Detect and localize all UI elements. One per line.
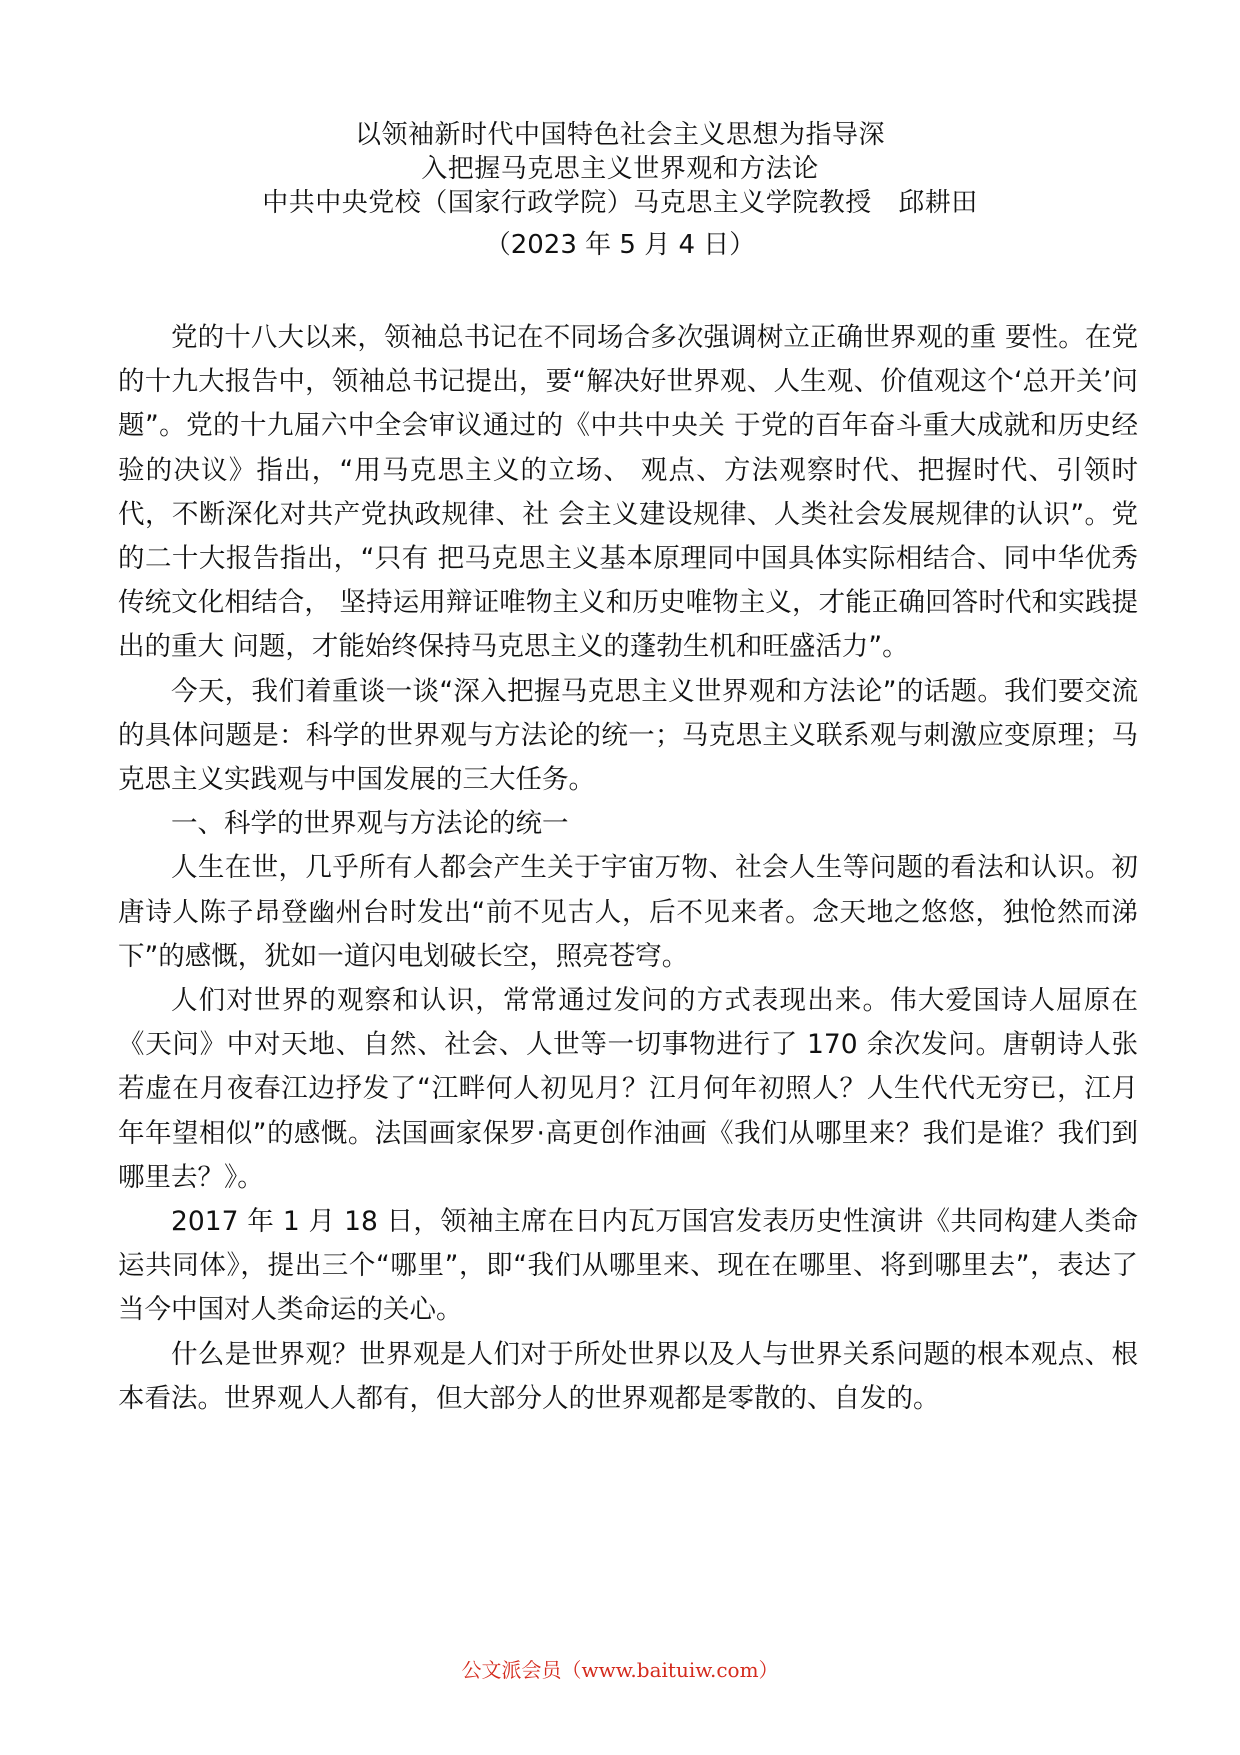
- author-line: 中共中央党校（国家行政学院）马克思主义学院教授 邱耕田: [262, 188, 978, 218]
- title-line-2: 入把握马克思主义世界观和方法论: [421, 154, 819, 184]
- section-heading-1: 一、科学的世界观与方法论的统一: [171, 808, 569, 840]
- paragraph-6: 什么是世界观？世界观是人们对于所处世界以及人与世界关系问题的根本观点、根本看法。世界观人人都有，但大部分人的世界观都是零散的、自发的。: [118, 1338, 1138, 1414]
- document-body: [118, 316, 1138, 1421]
- footer-watermark: 公文派会员（www.baituiw.com）: [461, 1658, 779, 1682]
- paragraph-2: 今天，我们着重谈一谈“深入把握马克思主义世界观和方法论”的话题。我们要交流的具体问题是：科学的世界观与方法论的统一；马克思主义联系观与刺激应变原理；马克思主义实践观与中国发展的三大任务。: [118, 675, 1138, 796]
- date-line: （2023 年 5 月 4 日）: [484, 230, 756, 260]
- paragraph-5: 2017 年 1 月 18 日，领袖主席在日内瓦万国宫发表历史性演讲《共同构建人类命运共同体》，提出三个“哪里”，即“我们从哪里来、现在在哪里、将到哪里去”，表达了当今中国对人类命运的关心。: [118, 1206, 1138, 1326]
- paragraph-4: 人们对世界的观察和认识，常常通过发问的方式表现出来。伟大爱国诗人屈原在《天问》中对天地、自然、社会、人世等一切事物进行了 170 余次发问。唐朝诗人张若虚在月夜春江边抒发了“江畔何人初见月？江月何年初照人？人生代代无穷已，江月年年望相似”的感慨。法国画家保罗·高更创作油画《我们从哪里来？我们是谁？我们到哪里去？》。: [118, 985, 1138, 1193]
- paragraph-1: 党的十八大以来，领袖总书记在不同场合多次强调树立正确世界观的重 要性。在党的十九大报告中，领袖总书记提出，要“解决好世界观、人生观、价值观这个‘总开关’问题”。党的十九届六中全会审议通过的《中共中央关 于党的百年奋斗重大成就和历史经验的决议》指出，“用马克思主义的立场、 观点、方法观察时代、把握时代、引领时代，不断深化对共产党执政规律、社 会主义建设规律、人类社会发展规律的认识”。党的二十大报告指出，“只有 把马克思主义基本原理同中国具体实际相结合、同中华优秀传统文化相结合， 坚持运用辩证唯物主义和历史唯物主义，才能正确回答时代和实践提出的重大 问题，才能始终保持马克思主义的蓬勃生机和旺盛活力”。: [118, 322, 1138, 663]
- paragraph-3: 人生在世，几乎所有人都会产生关于宇宙万物、社会人生等问题的看法和认识。初唐诗人陈子昂登幽州台时发出“前不见古人，后不见来者。念天地之悠悠，独怆然而涕下”的感慨，犹如一道闪电划破长空，照亮苍穹。: [118, 852, 1138, 972]
- title-line-1: 以领袖新时代中国特色社会主义思想为指导深: [354, 120, 885, 150]
- document-header: [0, 118, 1240, 262]
